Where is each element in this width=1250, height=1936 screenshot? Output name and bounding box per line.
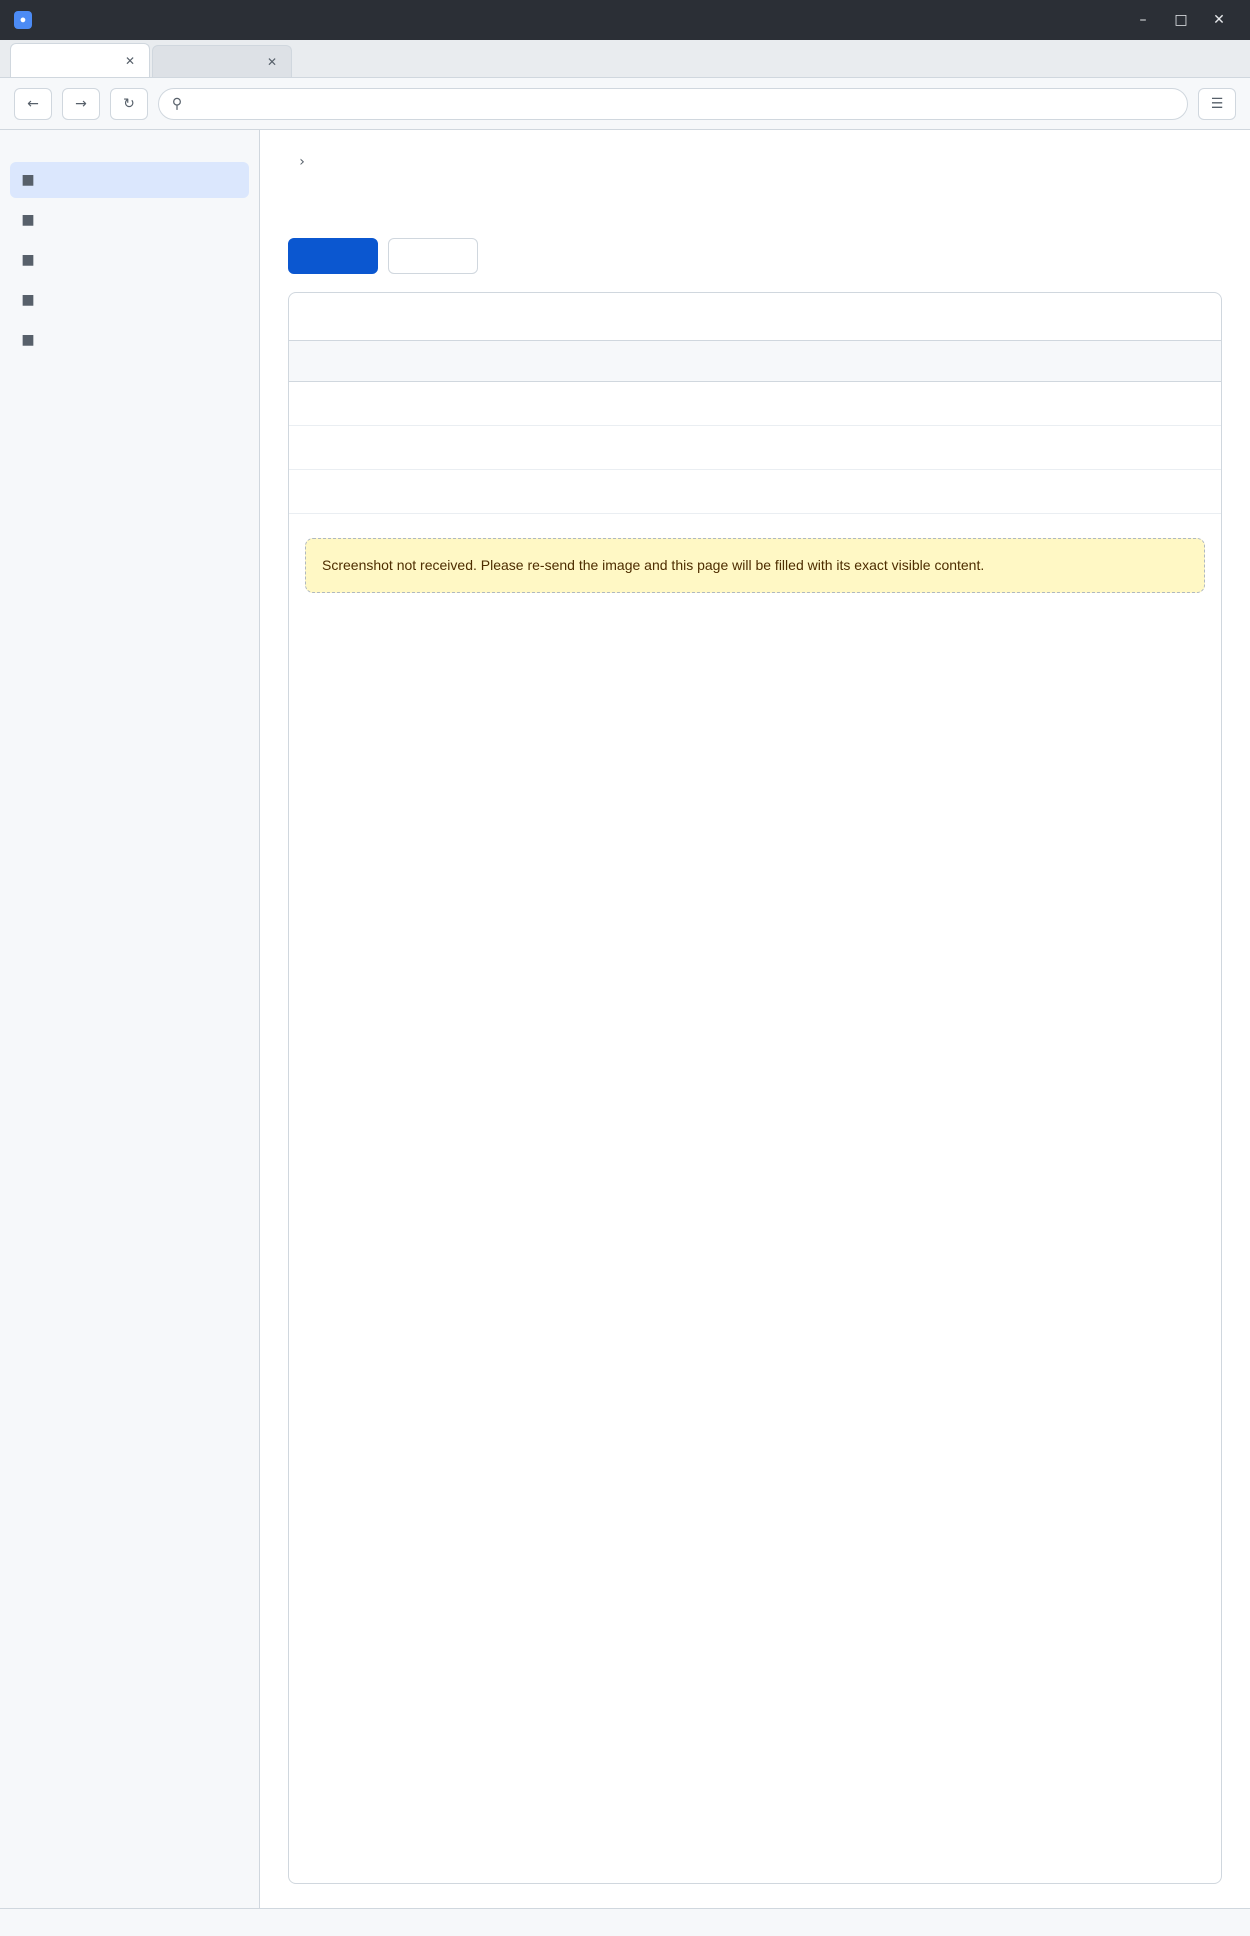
forward-icon: → <box>75 95 87 112</box>
sidebar-heading <box>10 146 249 158</box>
table-cell <box>289 425 522 469</box>
sidebar-item-1[interactable] <box>10 162 249 198</box>
column-header[interactable] <box>988 341 1221 381</box>
card-title <box>289 293 1221 341</box>
reload-icon: ↻ <box>123 95 135 112</box>
table-cell <box>755 381 988 425</box>
search-icon: ⚲ <box>171 95 183 112</box>
action-bar <box>288 238 1222 274</box>
sidebar-item-3[interactable] <box>10 242 249 278</box>
data-table <box>289 341 1221 514</box>
column-header[interactable] <box>289 341 522 381</box>
folder-icon: ■ <box>21 332 35 348</box>
address-bar[interactable] <box>158 88 1188 120</box>
breadcrumb <box>288 154 1222 170</box>
table-cell <box>988 469 1221 513</box>
title-bar <box>0 0 1250 40</box>
column-header[interactable] <box>755 341 988 381</box>
main-content <box>260 130 1250 1908</box>
body <box>0 130 1250 1908</box>
app-icon: ● <box>14 11 32 29</box>
reload-button[interactable] <box>110 88 148 120</box>
back-icon: ← <box>27 95 39 112</box>
chevron-right-icon: › <box>299 154 305 170</box>
table-cell <box>988 425 1221 469</box>
sidebar <box>0 130 260 1908</box>
table-row[interactable] <box>289 469 1221 513</box>
page-title <box>288 188 1222 220</box>
tab-2[interactable] <box>152 45 292 77</box>
table-cell <box>755 469 988 513</box>
folder-icon: ■ <box>21 292 35 308</box>
minimize-button[interactable]: – <box>1126 7 1160 33</box>
table-cell <box>289 381 522 425</box>
close-button[interactable]: ✕ <box>1202 7 1236 33</box>
table-cell <box>755 425 988 469</box>
table-cell <box>522 469 755 513</box>
table-row[interactable] <box>289 425 1221 469</box>
back-button[interactable] <box>14 88 52 120</box>
table-row[interactable] <box>289 381 1221 425</box>
placeholder-message: Screenshot not received. Please re-send the image and this page will be filled with its exact visible content. <box>305 538 1205 593</box>
primary-button[interactable] <box>288 238 378 274</box>
close-icon[interactable]: ✕ <box>124 53 135 68</box>
forward-button[interactable] <box>62 88 100 120</box>
folder-icon: ■ <box>21 252 35 268</box>
column-header[interactable] <box>522 341 755 381</box>
folder-icon: ■ <box>21 172 35 188</box>
content-card <box>288 292 1222 1884</box>
status-bar <box>0 1908 1250 1936</box>
table-cell <box>289 469 522 513</box>
sidebar-item-5[interactable] <box>10 322 249 358</box>
sidebar-item-4[interactable] <box>10 282 249 318</box>
menu-icon: ☰ <box>1210 95 1224 112</box>
window-controls <box>1126 7 1236 33</box>
table-cell <box>522 381 755 425</box>
close-icon[interactable]: ✕ <box>266 54 277 69</box>
tab-1[interactable] <box>10 43 150 77</box>
table-header-row <box>289 341 1221 381</box>
folder-icon: ■ <box>21 212 35 228</box>
menu-button[interactable] <box>1198 88 1236 120</box>
tab-bar <box>0 40 1250 78</box>
toolbar <box>0 78 1250 130</box>
sidebar-item-2[interactable] <box>10 202 249 238</box>
table-cell <box>522 425 755 469</box>
address-input[interactable] <box>193 96 1177 111</box>
table-cell <box>988 381 1221 425</box>
maximize-button[interactable]: □ <box>1164 7 1198 33</box>
secondary-button[interactable] <box>388 238 478 274</box>
